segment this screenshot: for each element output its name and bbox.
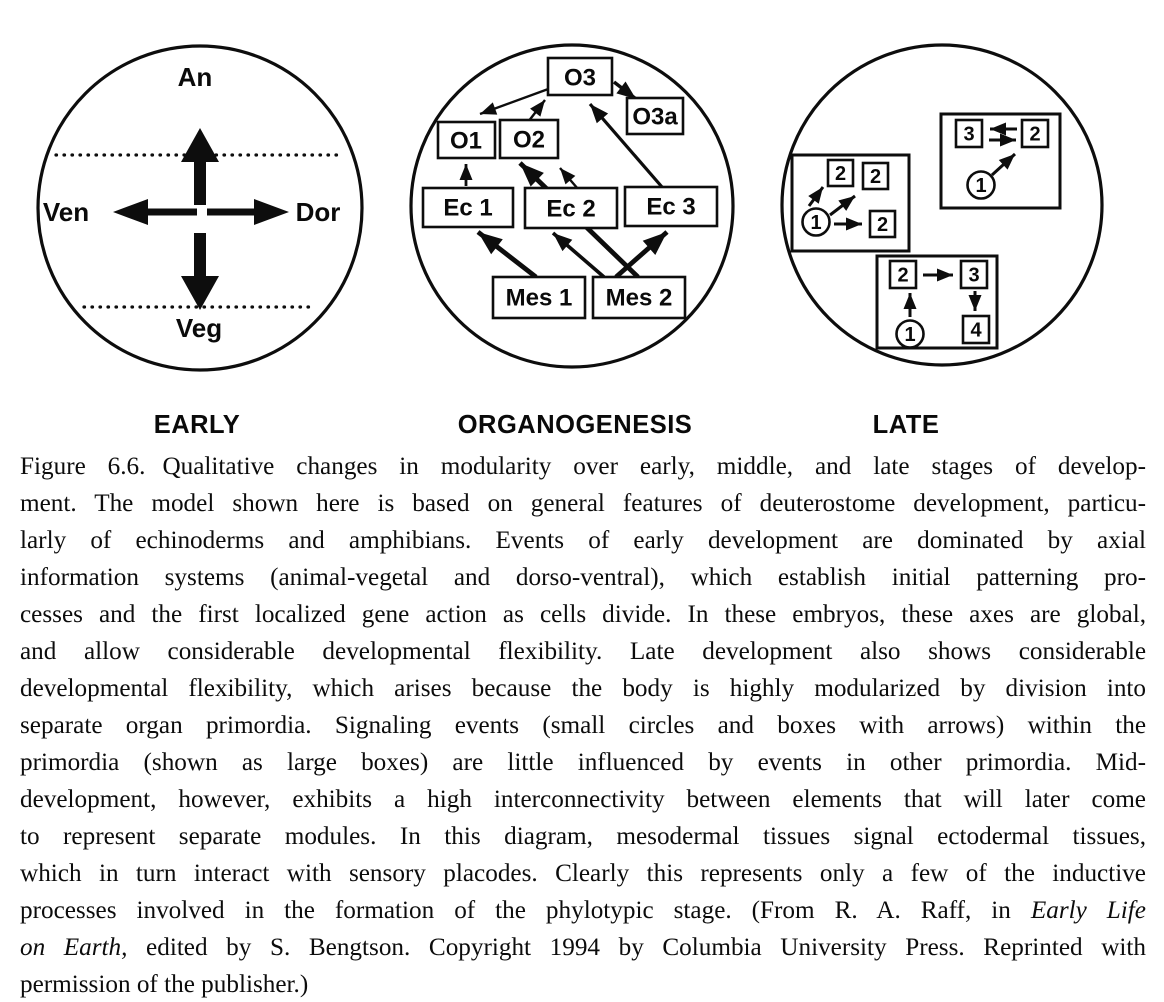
axis-label-animal: An [177,62,213,92]
axis-label-vegetal: Veg [175,313,223,343]
caption-text: developmental flexibility, which arises because the body is highly modularized by division into [20,675,1146,702]
edge-O3-to-O1 [480,88,551,114]
edge-O3-to-O3a [614,82,636,99]
node-O1 [438,122,495,158]
figure-diagram [0,0,1164,445]
edge-Mes1-to-Ec1 [478,232,536,277]
caption-line [20,781,1146,818]
early-panel [38,46,362,370]
caption-text: permission of the publisher.) [20,971,309,998]
node-label: Ec 2 [546,195,596,223]
axis-label-ventral: Ven [42,197,90,227]
figure-number: Figure 6.6. [20,453,146,480]
node-O3a [627,98,683,134]
caption-text: primordia (shown as large boxes) are little influenced by events in other primordia. Mid- [20,749,1146,776]
caption-text: information systems (animal-vegetal and dorso-ventral), which establish initial patterning pro- [20,564,1146,591]
caption-text: ment. The model shown here is based on general features of deuterostome development, particu- [20,490,1146,517]
signal-node-square: 3 [968,264,980,287]
caption-text-italic: on Earth, [20,934,128,961]
signal-node-square: 3 [963,123,975,146]
node-Mes2 [593,277,685,318]
edge-O2-to-O3 [528,100,545,122]
node-label: O3a [632,103,678,131]
caption-text: cesses and the first localized gene action as cells divide. In these embryos, these axes are global, [20,601,1146,628]
caption-text: which in turn interact with sensory placodes. Clearly this represents only a few of the inductive [20,860,1146,887]
organogenesis-panel [411,45,733,367]
node-label: Mes 1 [505,284,573,312]
node-Ec3 [625,187,717,226]
axis-label-dorsal: Dor [295,197,341,227]
node-Ec2 [525,188,617,228]
arrow-up-animal-icon [181,128,219,205]
signal-node-square: 2 [869,166,882,188]
caption-line [20,744,1146,781]
node-O2 [500,120,558,158]
stage-label-early: EARLY [153,411,241,439]
caption-line [20,633,1146,670]
module-arrow [830,196,855,215]
caption-text: larly of echinoderms and amphibians. Events of early development are dominated by axial [20,527,1146,554]
caption-line [20,855,1146,892]
caption-text-italic: Early Life [1030,897,1146,924]
caption-text: processes involved in the formation of the phylotypic stage. (From R. A. Raff, in [20,897,1031,924]
node-label: O1 [449,127,483,155]
module-arrow [809,187,823,206]
node-Ec1 [423,188,513,227]
signal-node-square: 2 [834,163,847,185]
node-label: O2 [512,126,546,154]
signal-node-circle: 1 [975,175,987,197]
caption-line [20,966,1146,1002]
caption-line [20,559,1146,596]
module-arrow [992,154,1015,175]
signal-node-square: 2 [876,214,889,236]
primordium-module-left [792,155,909,251]
signal-node-square: 2 [897,264,909,287]
primordium-module-bottom [877,256,997,348]
node-O3 [548,58,612,95]
arrow-left-ventral-icon [113,199,197,225]
signal-node-circle: 1 [904,324,916,346]
caption-line [20,448,1146,485]
arrow-down-vegetal-icon [181,233,219,310]
caption-text: edited by S. Bengtson. Copyright 1994 by Columbia University Press. Reprinted with [127,934,1146,961]
caption-line [20,818,1146,855]
edge-Mes2-to-Ec3 [616,232,667,277]
node-label: O3 [563,64,597,92]
caption-text: and allow considerable developmental flexibility. Late development also shows considerable [20,638,1146,665]
signal-node-square: 2 [1029,123,1041,146]
caption-line [20,707,1146,744]
caption-line [20,596,1146,633]
caption-text: separate organ primordia. Signaling events (small circles and boxes with arrows) within the [20,712,1146,739]
signal-node-circle: 1 [810,212,822,234]
primordium-module-top-right [941,114,1060,208]
stage-label-late: LATE [872,411,940,439]
caption-text: to represent separate modules. In this diagram, mesodermal tissues signal ectodermal tissues, [20,823,1146,850]
node-label: Mes 2 [605,284,673,312]
stage-label-organogenesis: ORGANOGENESIS [457,411,693,439]
late-panel [782,45,1102,365]
edge-Ec2-to-O2 [560,168,578,189]
signal-node-square: 4 [970,319,982,342]
node-Mes1 [493,277,585,318]
caption-text: development, however, exhibits a high interconnectivity between elements that will later come [20,786,1146,813]
caption-line [20,485,1146,522]
arrow-right-dorsal-icon [207,199,289,225]
caption-line [20,670,1146,707]
node-label: Ec 3 [646,193,696,221]
figure-caption [0,448,1164,1002]
caption-text: Qualitative changes in modularity over early, middle, and late stages of develop- [162,453,1146,480]
caption-line [20,929,1146,966]
node-label: Ec 1 [443,194,493,222]
caption-line [20,892,1146,929]
caption-line [20,522,1146,559]
